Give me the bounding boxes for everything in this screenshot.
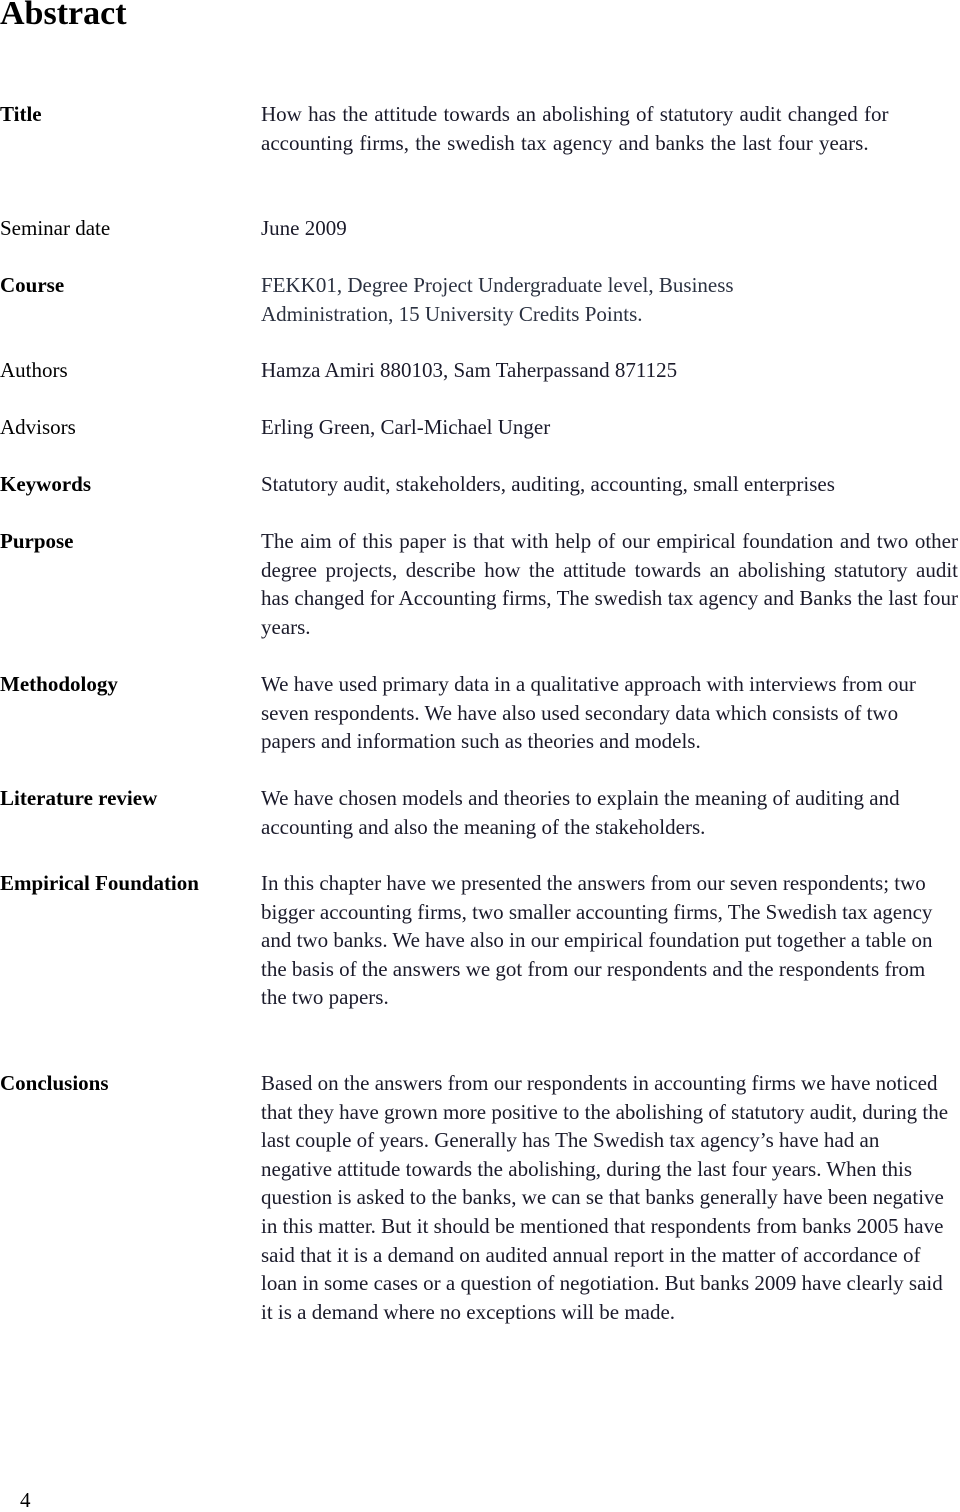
empirical-foundation-label: Empirical Foundation	[0, 871, 199, 895]
keywords-label: Keywords	[0, 472, 91, 496]
authors-value: Hamza Amiri 880103, Sam Taherpassand 871125	[261, 358, 678, 382]
literature-review-label: Literature review	[0, 786, 158, 810]
empirical-foundation-value: In this chapter have we presented the answers from our seven respondents; two bigger accounting firms, two smaller accounting firms, The Swedish tax agency and two banks. We have also in our empirical foundation put together a table on the basis of the answers we got from our respondents and the respondents from the two papers.	[261, 871, 933, 1010]
purpose-value: The aim of this paper is that with help of our empirical foundation and two other degree projects, describe how the attitude towards an abolishing statutory audit has changed for Accounting firms, The swedish tax agency and Banks the last four years.	[261, 529, 958, 639]
purpose-label: Purpose	[0, 529, 74, 553]
keywords-value: Statutory audit, stakeholders, auditing, accounting, small enterprises	[261, 472, 835, 496]
page-number: 4	[20, 1488, 31, 1512]
advisors-value: Erling Green, Carl-Michael Unger	[261, 415, 551, 439]
title-label: Title	[0, 102, 42, 126]
course-label: Course	[0, 273, 65, 297]
title-value: How has the attitude towards an abolishing of statutory audit changed for accounting firms, the swedish tax agency and banks the last four years.	[261, 102, 889, 155]
methodology-label: Methodology	[0, 672, 118, 696]
authors-label: Authors	[0, 358, 68, 382]
course-value: FEKK01, Degree Project Undergraduate level, Business Administration, 15 University Credits Points.	[261, 273, 734, 326]
seminar-date-value: June 2009	[261, 216, 347, 240]
literature-review-value: We have chosen models and theories to explain the meaning of auditing and accounting and also the meaning of the stakeholders.	[261, 786, 900, 839]
seminar-date-label: Seminar date	[0, 216, 111, 240]
conclusions-value: Based on the answers from our respondents in accounting firms we have noticed that they have grown more positive to the abolishing of statutory audit, during the last couple of years. Generally has The Swedish tax agency’s have had an negative attitude towards the abolishing, during the last four years. When this question is asked to the banks, we can se that banks generally have been negative in this matter. But it should be mentioned that respondents from banks 2005 have said that it is a demand on audited annual report in the matter of accordance of loan in some cases or a question of negotiation. But banks 2009 have clearly said it is a demand where no exceptions will be made.	[261, 1071, 949, 1324]
abstract-heading: Abstract	[0, 0, 127, 32]
conclusions-label: Conclusions	[0, 1071, 109, 1095]
advisors-label: Advisors	[0, 415, 76, 439]
methodology-value: We have used primary data in a qualitative approach with interviews from our seven respondents. We have also used secondary data which consists of two papers and information such as theories and models.	[261, 672, 916, 754]
